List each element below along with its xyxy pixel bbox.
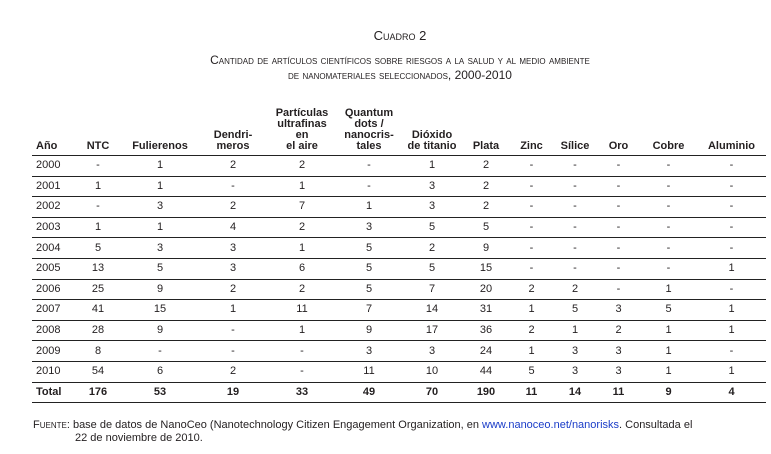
table-cell: -: [336, 156, 402, 177]
table-cell: -: [268, 341, 336, 362]
table-cell: 14: [402, 300, 462, 321]
row-label: 2006: [32, 279, 74, 300]
table-cell: 1: [510, 341, 553, 362]
table-cell: 3: [402, 341, 462, 362]
table-cell: 44: [462, 361, 510, 382]
table-cell: 4: [198, 217, 268, 238]
table-cell: 1: [640, 279, 697, 300]
table-cell: 41: [74, 300, 122, 321]
table-cell: 5: [510, 361, 553, 382]
table-row: [32, 341, 766, 362]
table-cell: -: [640, 238, 697, 259]
column-header: Cobre: [640, 108, 697, 156]
table-cell: 2: [198, 197, 268, 218]
table-row: [32, 320, 766, 341]
table-cell: 3: [198, 258, 268, 279]
column-header: Plata: [462, 108, 510, 156]
table-cell: -: [640, 176, 697, 197]
table-cell: -: [122, 341, 198, 362]
table-cell: -: [198, 176, 268, 197]
table-cell: 11: [268, 300, 336, 321]
table-cell: 3: [553, 341, 597, 362]
table-cell: -: [597, 238, 640, 259]
column-header: Sílice: [553, 108, 597, 156]
table-row: [32, 258, 766, 279]
table-cell: 36: [462, 320, 510, 341]
table-cell: 2: [462, 156, 510, 177]
table-cell: 5: [336, 238, 402, 259]
row-label: 2001: [32, 176, 74, 197]
table-cell: 1: [640, 341, 697, 362]
table-cell: 6: [268, 258, 336, 279]
table-cell: 3: [597, 300, 640, 321]
table-cell: 1: [697, 361, 766, 382]
table-cell: 5: [336, 279, 402, 300]
table-cell: -: [640, 258, 697, 279]
table-cell: -: [597, 197, 640, 218]
table-cell: 20: [462, 279, 510, 300]
row-label: 2009: [32, 341, 74, 362]
table-cell: 7: [402, 279, 462, 300]
column-header: Año: [32, 108, 74, 156]
table-cell: 3: [198, 238, 268, 259]
table-cell: 1: [122, 156, 198, 177]
table-cell: 3: [402, 176, 462, 197]
column-header: Partículas ultrafinas en el aire: [268, 108, 336, 156]
column-header: Quantum dots / nanocris- tales: [336, 108, 402, 156]
table-cell: 28: [74, 320, 122, 341]
table-cell: 1: [268, 320, 336, 341]
table-cell: 4: [697, 382, 766, 403]
table-cell: 9: [122, 279, 198, 300]
table-cell: 3: [553, 361, 597, 382]
table-cell: 176: [74, 382, 122, 403]
table-cell: 190: [462, 382, 510, 403]
table-cell: 1: [268, 176, 336, 197]
table-cell: 2: [198, 156, 268, 177]
table-cell: -: [74, 197, 122, 218]
row-label: 2007: [32, 300, 74, 321]
column-header: Dióxido de titanio: [402, 108, 462, 156]
row-label: 2005: [32, 258, 74, 279]
table-cell: 53: [122, 382, 198, 403]
table-cell: 9: [336, 320, 402, 341]
table-cell: 49: [336, 382, 402, 403]
table-cell: 9: [640, 382, 697, 403]
table-cell: 2: [402, 238, 462, 259]
table-cell: 15: [462, 258, 510, 279]
table-cell: 5: [640, 300, 697, 321]
table-cell: 6: [122, 361, 198, 382]
total-row: [32, 382, 766, 403]
table-cell: -: [597, 258, 640, 279]
table-cell: 1: [74, 217, 122, 238]
table-cell: 2: [268, 156, 336, 177]
table-cell: 5: [336, 258, 402, 279]
table-cell: -: [697, 197, 766, 218]
table-cell: -: [198, 320, 268, 341]
table-cell: -: [697, 156, 766, 177]
table-cell: 2: [268, 217, 336, 238]
table-cell: 3: [122, 238, 198, 259]
table-cell: 2: [198, 279, 268, 300]
table-cell: -: [597, 279, 640, 300]
table-cell: 1: [697, 320, 766, 341]
table-cell: 1: [510, 300, 553, 321]
table-cell: -: [640, 156, 697, 177]
source-date: 22 de noviembre de 2010.: [75, 432, 203, 444]
table-cell: -: [597, 217, 640, 238]
table-cell: 5: [553, 300, 597, 321]
table-cell: -: [640, 217, 697, 238]
table-cell: 7: [268, 197, 336, 218]
header-row: [32, 108, 766, 156]
table-cell: 1: [74, 176, 122, 197]
source-link[interactable]: www.nanoceo.net/nanorisks: [482, 419, 620, 431]
table-cell: 11: [597, 382, 640, 403]
table-row: [32, 279, 766, 300]
table-cell: -: [553, 258, 597, 279]
table-row: [32, 156, 766, 177]
table-cell: 5: [122, 258, 198, 279]
table-cell: 1: [402, 156, 462, 177]
table-cell: -: [510, 176, 553, 197]
table-title: Cuadro 2: [373, 28, 427, 43]
table-cell: 9: [122, 320, 198, 341]
table-cell: 1: [122, 217, 198, 238]
table-cell: 5: [402, 217, 462, 238]
table-cell: 3: [122, 197, 198, 218]
table-cell: 1: [553, 320, 597, 341]
table-cell: -: [510, 238, 553, 259]
table-cell: 2: [462, 197, 510, 218]
table-cell: -: [697, 238, 766, 259]
table-body: [32, 156, 766, 403]
table-cell: 3: [336, 341, 402, 362]
data-table: [32, 108, 766, 403]
source-text-end: . Consultada el: [619, 419, 693, 431]
row-label: 2004: [32, 238, 74, 259]
table-cell: -: [268, 361, 336, 382]
table-cell: -: [510, 258, 553, 279]
table-cell: -: [697, 176, 766, 197]
table-cell: -: [198, 341, 268, 362]
table-cell: -: [510, 217, 553, 238]
table-cell: 13: [74, 258, 122, 279]
column-header: Fulierenos: [122, 108, 198, 156]
table-cell: -: [553, 197, 597, 218]
table-row: [32, 217, 766, 238]
column-header: NTC: [74, 108, 122, 156]
row-label: 2010: [32, 361, 74, 382]
table-cell: 1: [640, 361, 697, 382]
table-cell: 8: [74, 341, 122, 362]
table-cell: -: [553, 238, 597, 259]
table-cell: -: [697, 341, 766, 362]
table-cell: 3: [597, 361, 640, 382]
table-cell: 2: [268, 279, 336, 300]
table-cell: 2: [510, 320, 553, 341]
table-row: [32, 238, 766, 259]
table-cell: -: [697, 217, 766, 238]
table-cell: 25: [74, 279, 122, 300]
subtitle-line-1: Cantidad de artículos científicos sobre riesgos a la salud y al medio ambiente: [210, 53, 590, 67]
table-cell: 17: [402, 320, 462, 341]
row-label: 2002: [32, 197, 74, 218]
table-cell: -: [697, 279, 766, 300]
column-header: Oro: [597, 108, 640, 156]
table-subtitle: [0, 53, 771, 83]
table-cell: 19: [198, 382, 268, 403]
source-note: [33, 419, 771, 445]
table-cell: 2: [553, 279, 597, 300]
subtitle-line-2: de nanomateriales seleccionados, 2000-2010: [288, 68, 512, 82]
source-label: Fuente:: [33, 419, 70, 431]
table-cell: 11: [336, 361, 402, 382]
row-label: 2003: [32, 217, 74, 238]
table-cell: -: [74, 156, 122, 177]
column-header: Zinc: [510, 108, 553, 156]
table-cell: -: [553, 176, 597, 197]
table-cell: -: [597, 176, 640, 197]
table-row: [32, 361, 766, 382]
table-cell: 24: [462, 341, 510, 362]
table-cell: 1: [640, 320, 697, 341]
row-label: 2000: [32, 156, 74, 177]
table-cell: 1: [198, 300, 268, 321]
table-cell: 2: [198, 361, 268, 382]
table-cell: 14: [553, 382, 597, 403]
table-row: [32, 176, 766, 197]
table-row: [32, 197, 766, 218]
table-cell: -: [553, 217, 597, 238]
table-cell: -: [597, 156, 640, 177]
row-label: 2008: [32, 320, 74, 341]
table-cell: 5: [74, 238, 122, 259]
table-cell: -: [336, 176, 402, 197]
table-cell: 5: [462, 217, 510, 238]
table-cell: 1: [268, 238, 336, 259]
table-cell: 1: [697, 300, 766, 321]
column-header: Dendri- meros: [198, 108, 268, 156]
table-cell: 11: [510, 382, 553, 403]
column-header: Aluminio: [697, 108, 766, 156]
table-cell: 7: [336, 300, 402, 321]
table-cell: 31: [462, 300, 510, 321]
table-cell: 10: [402, 361, 462, 382]
table-cell: -: [510, 197, 553, 218]
table-cell: 3: [336, 217, 402, 238]
table-cell: -: [640, 197, 697, 218]
table-cell: 3: [597, 341, 640, 362]
table-cell: 2: [462, 176, 510, 197]
table-cell: 3: [402, 197, 462, 218]
table-cell: -: [553, 156, 597, 177]
table-cell: 70: [402, 382, 462, 403]
table-cell: 54: [74, 361, 122, 382]
table-cell: 33: [268, 382, 336, 403]
table-cell: -: [510, 156, 553, 177]
source-text: base de datos de NanoCeo (Nanotechnology Citizen Engagement Organization, en: [69, 419, 483, 431]
row-label: Total: [32, 382, 74, 403]
table-cell: 1: [697, 258, 766, 279]
table-cell: 1: [122, 176, 198, 197]
table-cell: 2: [510, 279, 553, 300]
table-cell: 2: [597, 320, 640, 341]
table-cell: 15: [122, 300, 198, 321]
table-cell: 9: [462, 238, 510, 259]
table-row: [32, 300, 766, 321]
table-cell: 5: [402, 258, 462, 279]
table-cell: 1: [336, 197, 402, 218]
